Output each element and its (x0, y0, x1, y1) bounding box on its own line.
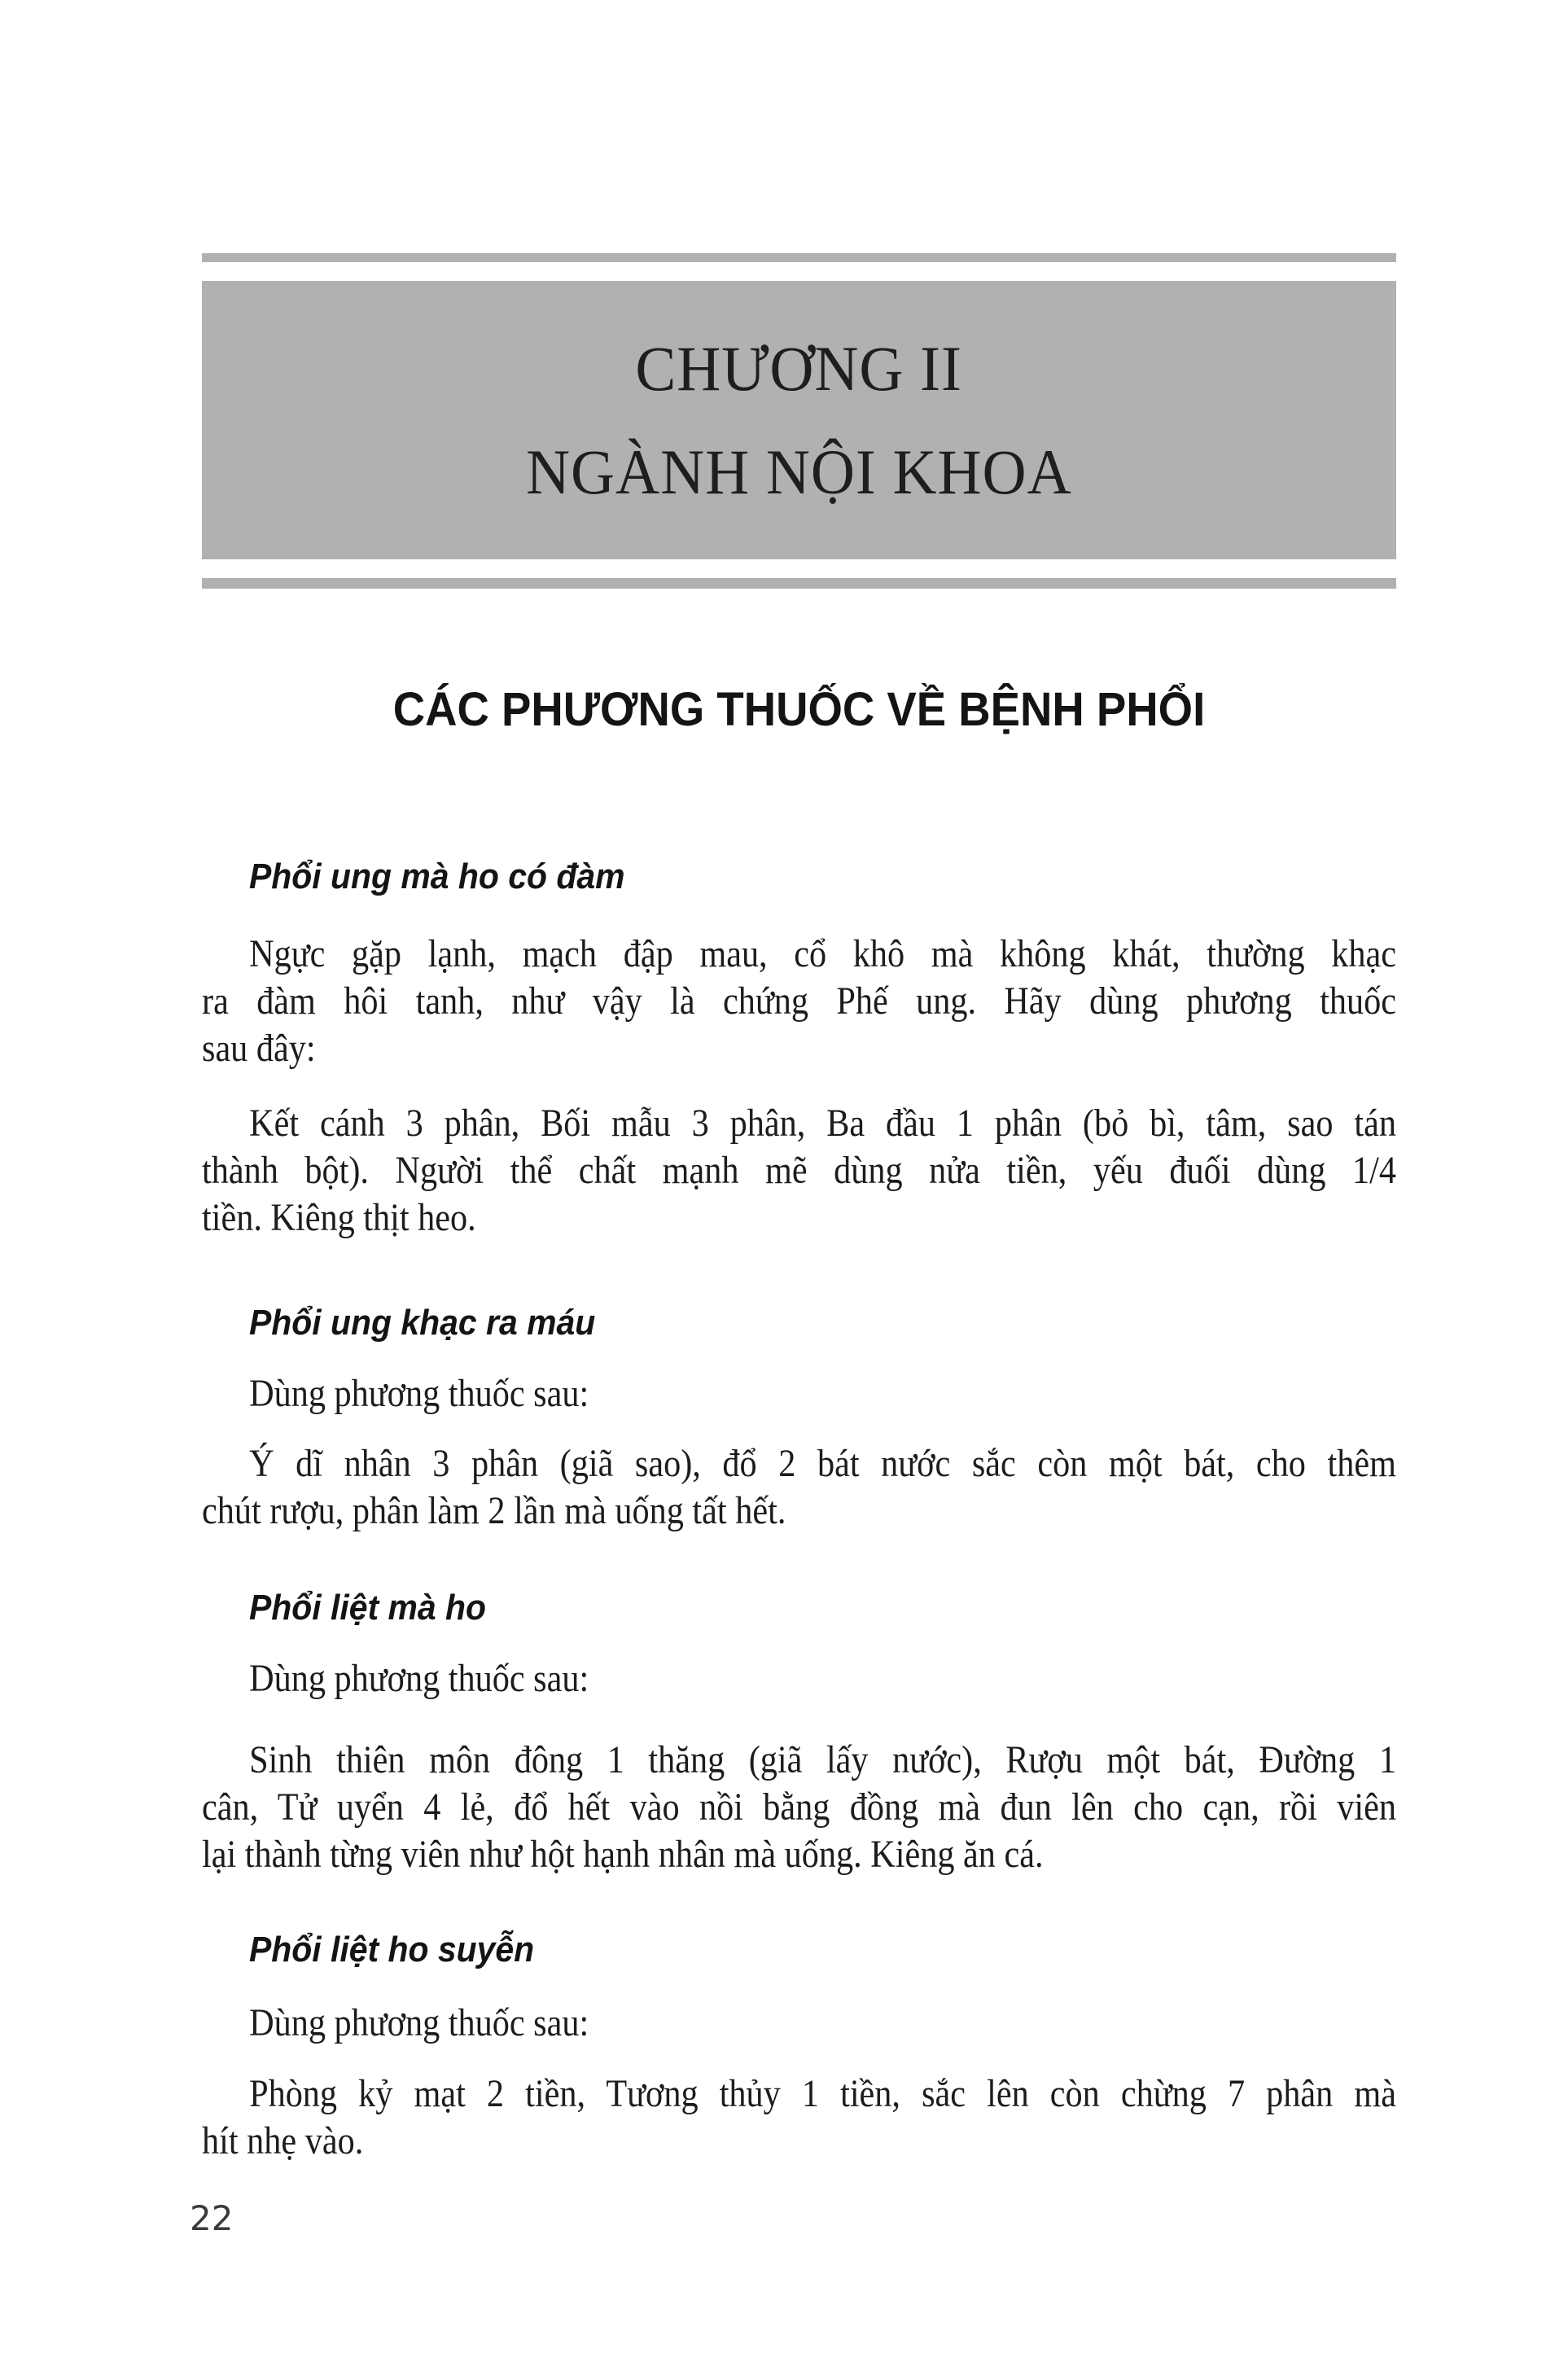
paragraph (202, 931, 1396, 1072)
paragraph-line: ra đàm hôi tanh, như vậy là chứng Phế ung. Hãy dùng phương thuốc (202, 979, 1396, 1023)
divider-bar-top (202, 253, 1396, 262)
paragraph-line: Dùng phương thuốc sau: (249, 2001, 589, 2044)
paragraph-line: Ý dĩ nhân 3 phân (giã sao), đổ 2 bát nước sắc còn một bát, cho thêm (249, 1442, 1396, 1485)
section-heading: Phổi liệt mà ho (249, 1588, 487, 1628)
paragraph (202, 1440, 1396, 1535)
paragraph-line: Sinh thiên môn đông 1 thăng (giã lấy nước), Rượu một bát, Đường 1 (249, 1738, 1396, 1781)
page-main-heading: CÁC PHƯƠNG THUỐC VỀ BỆNH PHỔI (392, 683, 1206, 736)
paragraph-line: Phòng kỷ mạt 2 tiền, Tương thủy 1 tiền, sắc lên còn chừng 7 phân mà (249, 2072, 1396, 2115)
paragraph-line: chút rượu, phân làm 2 lần mà uống tất hết. (202, 1489, 786, 1532)
paragraph-line: Dùng phương thuốc sau: (249, 1372, 589, 1415)
paragraph-line: cân, Tử uyển 4 lẻ, đổ hết vào nồi bằng đồng mà đun lên cho cạn, rồi viên (202, 1785, 1396, 1829)
paragraph-line: sau đây: (202, 1027, 316, 1070)
paragraph (202, 2070, 1396, 2165)
paragraph (202, 1737, 1396, 1878)
paragraph-line: tiền. Kiêng thịt heo. (202, 1196, 476, 1239)
paragraph-line: Ngực gặp lạnh, mạch đập mau, cổ khô mà không khát, thường khạc (249, 932, 1396, 975)
paragraph (202, 1655, 1396, 1702)
paragraph-line: lại thành từng viên như hột hạnh nhân mà uống. Kiêng ăn cá. (202, 1833, 1044, 1876)
divider-bar-bottom (202, 578, 1396, 589)
paragraph (202, 1100, 1396, 1242)
section-heading: Phổi ung mà ho có đàm (249, 857, 625, 896)
chapter-number: CHƯƠNG II (635, 333, 963, 404)
chapter-title-box (202, 281, 1396, 559)
chapter-name: NGÀNH NỘI KHOA (526, 436, 1072, 507)
paragraph-line: hít nhẹ vào. (202, 2119, 364, 2162)
paragraph-line: thành bột). Người thể chất mạnh mẽ dùng nửa tiền, yếu đuối dùng 1/4 (202, 1149, 1396, 1192)
paragraph (202, 2000, 1396, 2047)
page-number: 22 (190, 2198, 234, 2238)
section-heading: Phổi ung khạc ra máu (249, 1303, 596, 1343)
paragraph-line: Dùng phương thuốc sau: (249, 1657, 589, 1700)
paragraph-line: Kết cánh 3 phân, Bối mẫu 3 phân, Ba đầu 1 phân (bỏ bì, tâm, sao tán (249, 1102, 1396, 1145)
section-heading: Phổi liệt ho suyễn (249, 1930, 535, 1969)
paragraph (202, 1370, 1396, 1417)
